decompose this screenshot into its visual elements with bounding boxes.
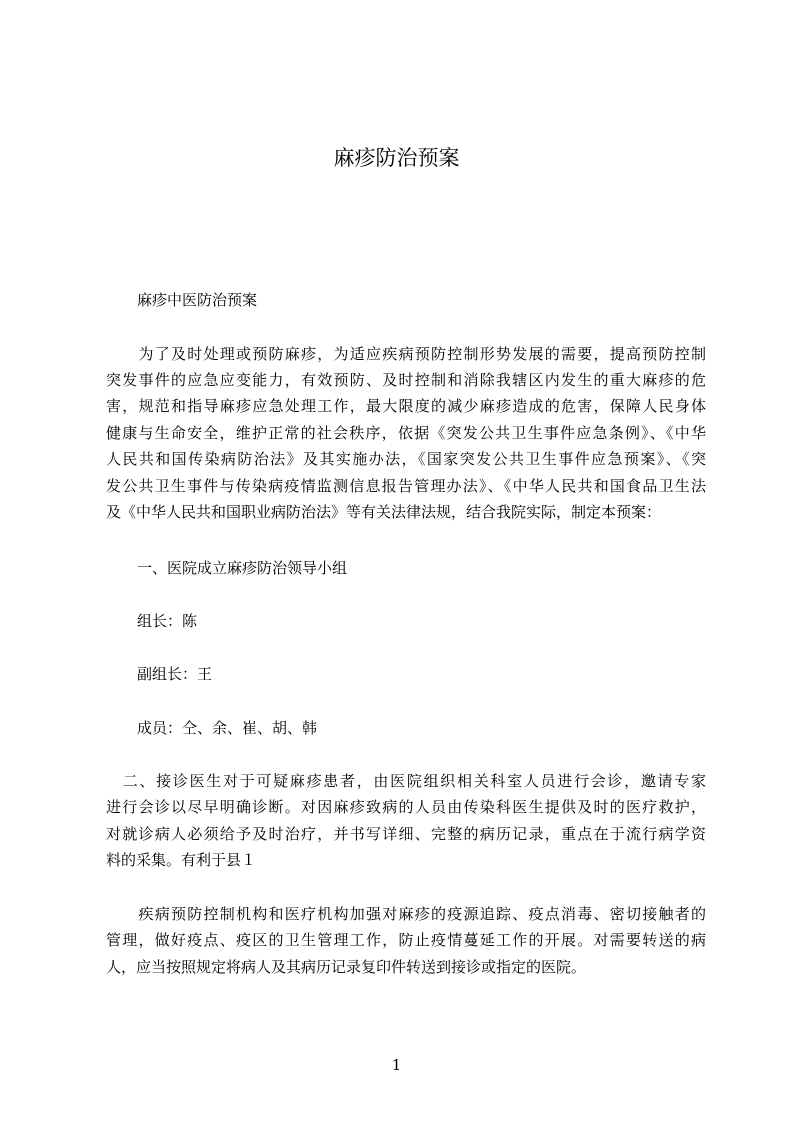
section3-line: 人，应当按照规定将病人及其病历记录复印件转送到接诊或指定的医院。 [106,958,587,976]
intro-line: 害，规范和指导麻疹应急处理工作，最大限度的减少麻疹造成的危害，保障人民身体 [106,397,706,415]
section2-line: 进行会诊以尽早明确诊断。对因麻疹致病的人员由传染科医生提供及时的医疗救护， [106,798,706,816]
document-title: 麻疹防治预案 [333,146,460,170]
intro-line: 健康与生命安全，维护正常的社会秩序，依据《突发公共卫生事件应急条例》、《中华 [106,424,706,442]
intro-line: 突发事件的应急应变能力，有效预防、及时控制和消除我辖区内发生的重大麻疹的危 [106,371,706,389]
section2-line: 二、接诊医生对于可疑麻疹患者，由医院组织相关科室人员进行会诊，邀请专家 [106,772,706,790]
intro-line: 发公共卫生事件与传染病疫情监测信息报告管理办法》、《中华人民共和国食品卫生法 [106,477,706,495]
section3-line: 管理，做好疫点、疫区的卫生管理工作，防止疫情蔓延工作的开展。对需要转送的病 [106,931,706,949]
page-number: 1 [391,1056,402,1074]
section2-line: 对就诊病人必须给予及时治疗，并书写详细、完整的病历记录，重点在于流行病学资 [106,825,706,843]
section1-heading: 一、医院成立麻疹防治领导小组 [137,559,348,577]
intro-line: 人民共和国传染病防治法》及其实施办法，《国家突发公共卫生事件应急预案》、《突 [106,450,706,468]
intro-line: 及《中华人民共和国职业病防治法》等有关法律法规，结合我院实际，制定本预案： [106,503,662,521]
members-line: 成员：仝、余、崔、胡、韩 [137,719,318,737]
section2-line: 料的采集。有利于县１ [106,851,257,869]
subtitle: 麻疹中医防治预案 [137,291,258,309]
leader-line: 组长：陈 [137,612,198,630]
section3-line: 疾病预防控制机构和医疗机构加强对麻疹的疫源追踪、疫点消毒、密切接触者的 [106,905,706,923]
intro-line: 为了及时处理或预防麻疹，为适应疾病预防控制形势发展的需要，提高预防控制 [106,345,706,363]
deputy-leader-line: 副组长：王 [137,665,213,683]
